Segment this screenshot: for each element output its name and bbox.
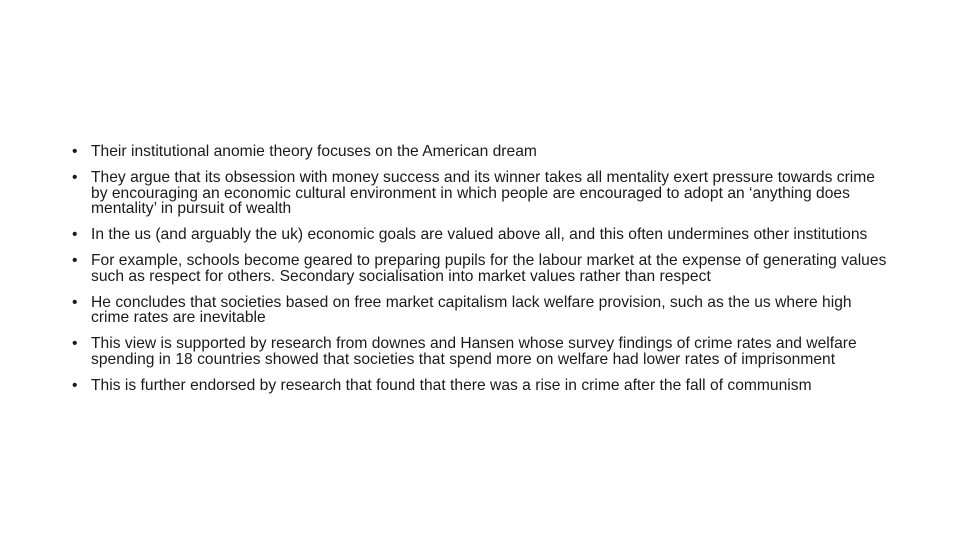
bullet-dot-icon: •	[72, 169, 78, 186]
bullet-item	[72, 227, 892, 243]
slide-content	[72, 144, 892, 404]
bullet-text: For example, schools become geared to preparing pupils for the labour market at the expense of generating values such as respect for others. Secondary socialisation into market values rather than respect	[91, 252, 887, 285]
bullet-text: They argue that its obsession with money success and its winner takes all mentality exert pressure towards crime by encouraging an economic cultural environment in which people are encouraged to adopt an ‘anything does mentality’ in pursuit of wealth	[91, 169, 875, 217]
bullet-text: This view is supported by research from downes and Hansen whose survey findings of crime rates and welfare spending in 18 countries showed that societies that spend more on welfare had lower rates of imprisonment	[91, 335, 857, 368]
bullet-item	[72, 170, 892, 217]
bullet-text: This is further endorsed by research that found that there was a rise in crime after the fall of communism	[91, 376, 812, 394]
bullet-list	[72, 144, 892, 393]
bullet-text: In the us (and arguably the uk) economic goals are valued above all, and this often undermines other institutions	[91, 226, 868, 243]
bullet-item	[72, 253, 892, 284]
bullet-dot-icon: •	[72, 143, 78, 160]
bullet-item	[72, 144, 892, 160]
bullet-text: He concludes that societies based on free market capitalism lack welfare provision, such as the us where high crime rates are inevitable	[91, 293, 852, 326]
bullet-text: Their institutional anomie theory focuses on the American dream	[91, 143, 537, 160]
bullet-item	[72, 378, 892, 394]
bullet-dot-icon: •	[72, 335, 78, 352]
bullet-item	[72, 336, 892, 367]
bullet-dot-icon: •	[72, 252, 78, 269]
bullet-dot-icon: •	[72, 293, 78, 311]
bullet-dot-icon: •	[72, 376, 78, 394]
bullet-dot-icon: •	[72, 226, 78, 243]
bullet-item	[72, 295, 892, 326]
